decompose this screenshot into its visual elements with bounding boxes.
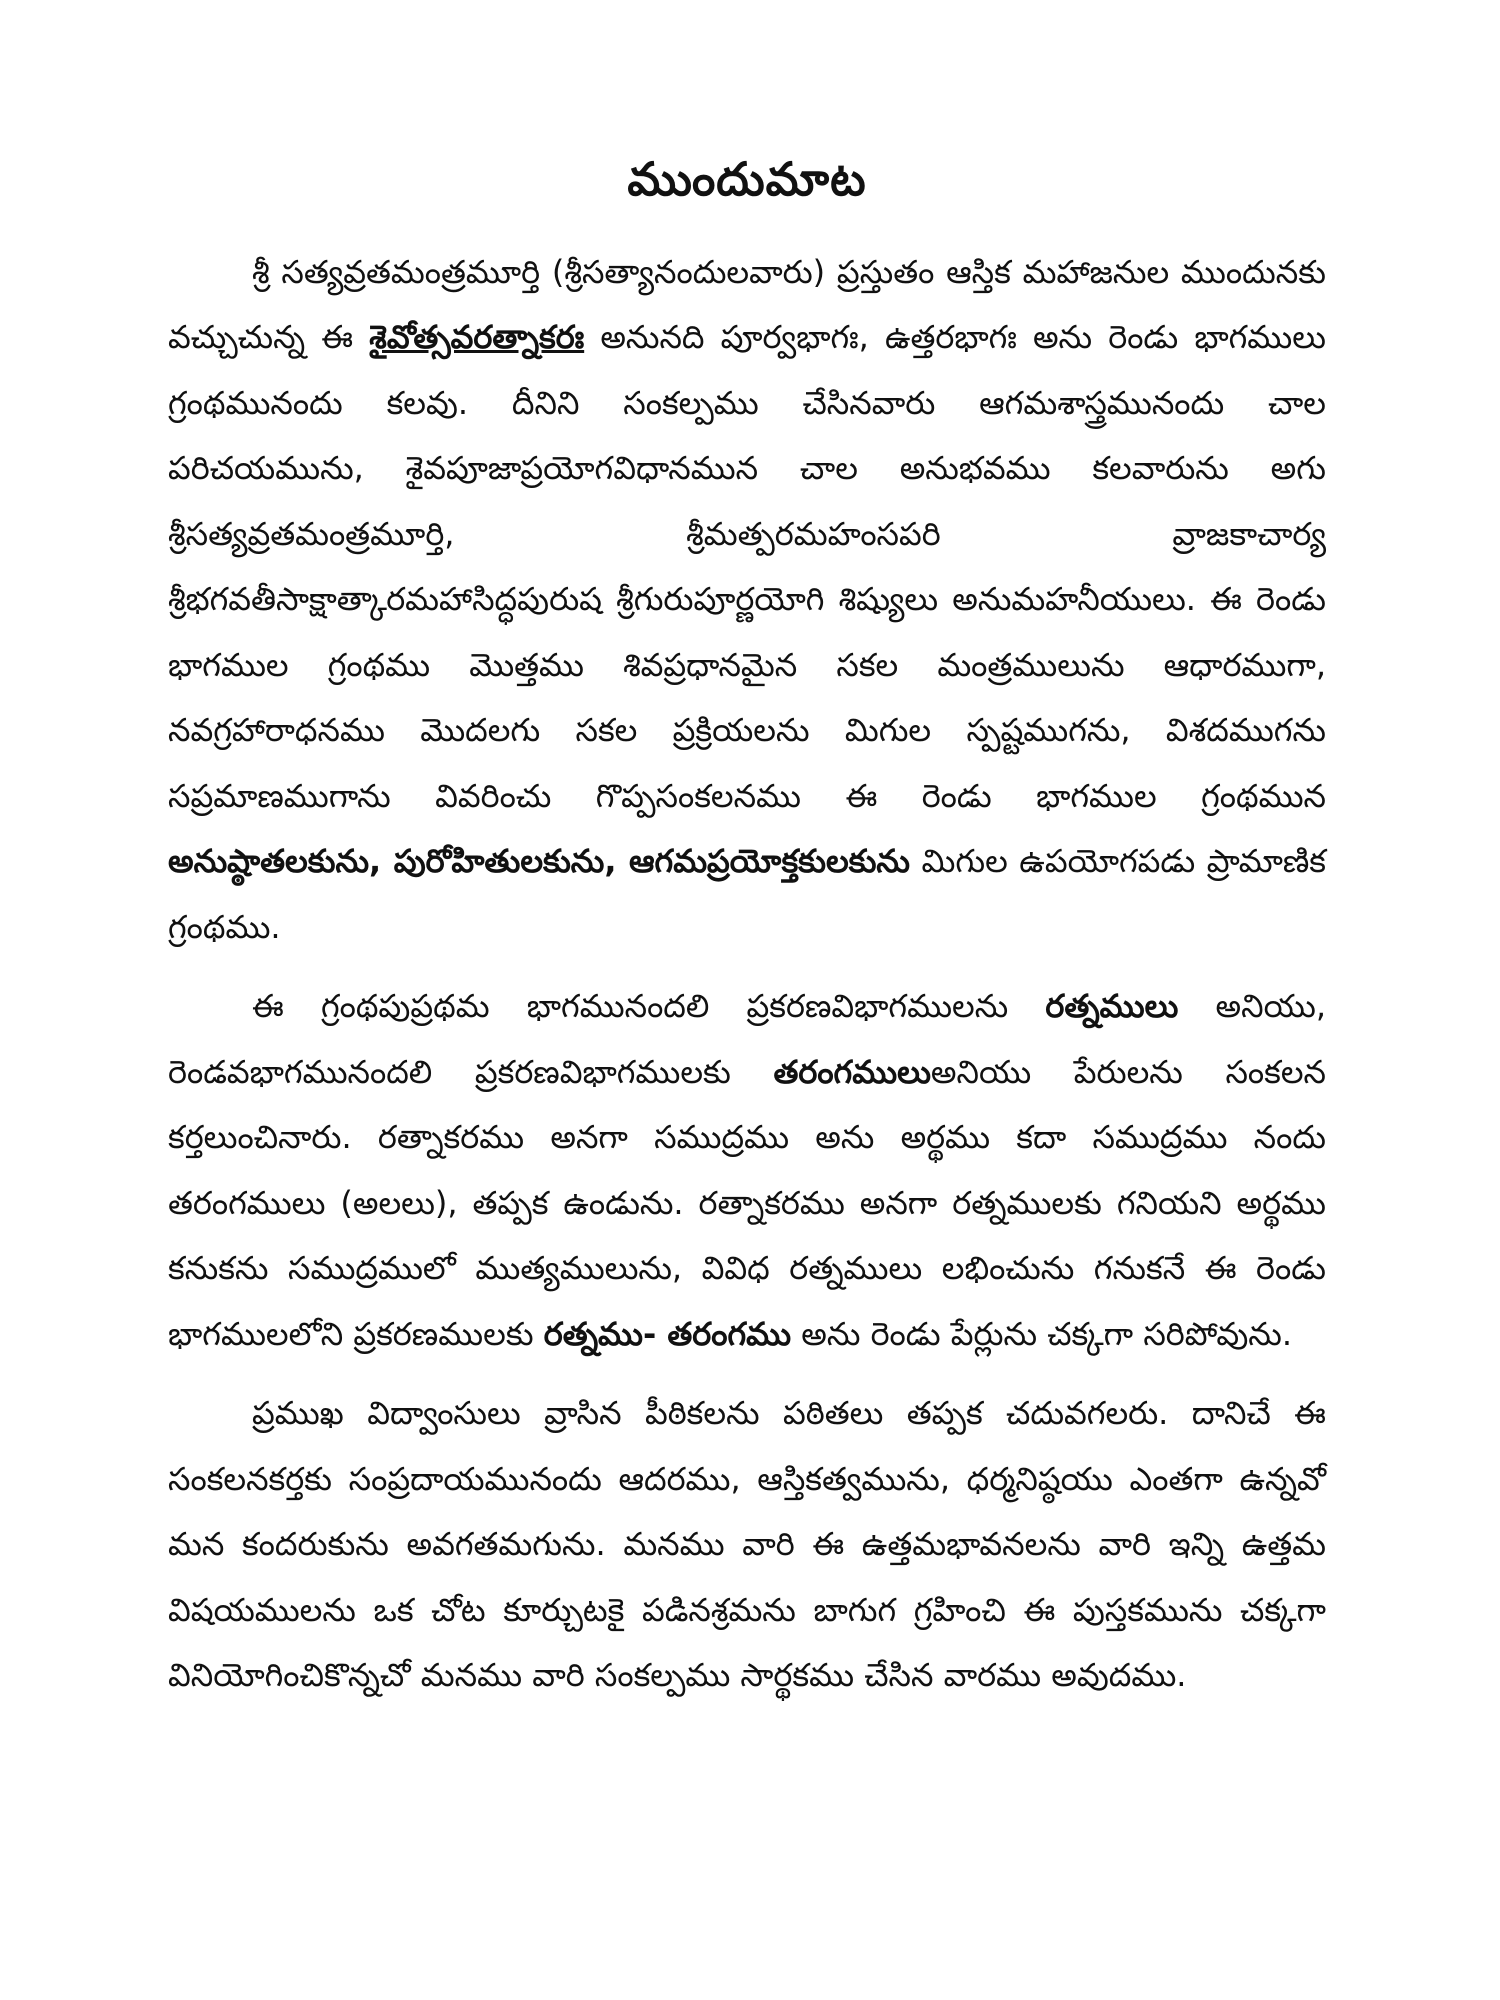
emphasis-text: అనుష్ఠాతలకును, పురోహితులకును, ఆగమప్రయోక్తకులకును xyxy=(168,842,910,881)
paragraph-2 xyxy=(168,974,1326,1367)
emphasis-text: తరంగములు xyxy=(773,1052,931,1091)
text-run: అనియు పేరులను సంకలన కర్తలుంచినారు. రత్నాకరము అనగా సముద్రము అను అర్థము కదా సముద్రము నందు తరంగములు (అలలు), తప్పక ఉండును. రత్నాకరము అనగా రత్నములకు గనియని అర్థము కనుకను సముద్రములో ముత్యములును, వివిధ రత్నములు లభించును గనుకనే ఈ రెండు భాగములలోని ప్రకరణములకు xyxy=(168,1052,1326,1353)
paragraph-3 xyxy=(168,1381,1326,1709)
preface-page xyxy=(168,150,1326,1709)
emphasis-text: రత్నములు xyxy=(1045,987,1179,1026)
text-run: శ్రీ సత్యవ్రతమంత్రమూర్తి (శ్రీసత్యానందులవారు) ప్రస్తుతం ఆస్తిక మహాజనుల ముందునకు వచ్చుచున్న ఈ xyxy=(168,252,1326,357)
book-title-text: శైవోత్సవరత్నాకరః xyxy=(369,318,585,357)
text-run: ఈ గ్రంథపుప్రథమ భాగమునందలి ప్రకరణవిభాగములను xyxy=(252,987,1046,1026)
text-run: ప్రముఖ విద్వాంసులు వ్రాసిన పీఠికలను పఠితలు తప్పక చదువగలరు. దానిచే ఈ సంకలనకర్తకు సంప్రదాయమునందు ఆదరము, ఆస్తికత్వమును, ధర్మనిష్ఠయు ఎంతగా ఉన్నవో మన కందరుకును అవగతమగును. మనము వారి ఈ ఉత్తమభావనలను వారి ఇన్ని ఉత్తమ విషయములను ఒక చోట కూర్చుటకై పడినశ్రమను బాగుగ గ్రహించి ఈ పుస్తకమును చక్కగా వినియోగించికొన్నచో మనము వారి సంకల్పము సార్థకము చేసిన వారము అవుదము. xyxy=(168,1394,1326,1695)
emphasis-text: రత్నము- తరంగము xyxy=(543,1314,792,1353)
text-run: అనునది పూర్వభాగః, ఉత్తరభాగః అను రెండు భాగములు గ్రంథమునందు కలవు. దీనిని సంకల్పము చేసినవారు ఆగమశాస్త్రమునందు చాల పరిచయమును, శైవపూజాప్రయోగవిధానమున చాల అనుభవము కలవారును అగు శ్రీసత్యవ్రతమంత్రమూర్తి, శ్రీమత్పరమహంసపరి వ్రాజకాచార్య శ్రీభగవతీసాక్షాత్కారమహాసిద్ధపురుష శ్రీగురుపూర్ణయోగి శిష్యులు అనుమహనీయులు. ఈ రెండు భాగముల గ్రంథము మొత్తము శివప్రధానమైన సకల మంత్రములును ఆధారముగా, నవగ్రహారాధనము మొదలగు సకల ప్రక్రియలను మిగుల స్పష్టముగను, విశదముగను సప్రమాణముగాను వివరించు గొప్పసంకలనము ఈ రెండు భాగముల గ్రంథమున xyxy=(168,318,1326,815)
paragraph-1 xyxy=(168,240,1326,961)
text-run: అను రెండు పేర్లును చక్కగా సరిపోవును. xyxy=(791,1314,1292,1353)
text-run: మిగుల ఉపయోగపడు ప్రామాణిక గ్రంథము. xyxy=(168,842,1326,946)
page-title: ముందుమాట xyxy=(627,152,867,206)
text-run: అనియు, రెండవభాగమునందలి ప్రకరణవిభాగములకు xyxy=(168,987,1326,1091)
